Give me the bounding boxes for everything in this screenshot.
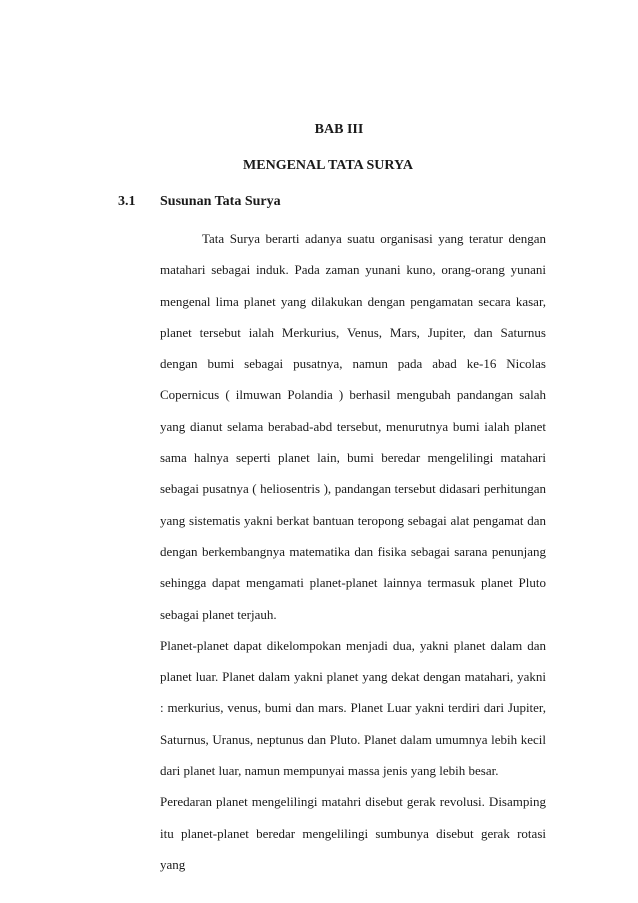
chapter-title: MENGENAL TATA SURYA xyxy=(243,158,413,173)
section-number: 3.1 xyxy=(118,194,136,209)
paragraph: Planet-planet dapat dikelompokan menjadi dua, yakni planet dalam dan planet luar. Planet dalam yakni planet yang dekat dengan matahari, yakni : merkurius, venus, bumi dan mars. Planet Luar yakni terdiri dari Jupiter, Saturnus, Uranus, neptunus dan Pluto. Planet dalam umumnya lebih kecil dari planet luar, namun mempunyai massa jenis yang lebih besar. xyxy=(160,637,546,779)
paragraph: Tata Surya berarti adanya suatu organisasi yang teratur dengan matahari sebagai induk. Pada zaman yunani kuno, orang-orang yunani mengenal lima planet yang dilakukan dengan pengamatan secara kasar, planet tersebut ialah Merkurius, Venus, Mars, Jupiter, dan Saturnus dengan bumi sebagai pusatnya, namun pada abad ke-16 Nicolas Copernicus ( ilmuwan Polandia ) berhasil mengubah pandangan salah yang dianut selama berabad-abd tersebut, menurutnya bumi ialah planet sama halnya seperti planet lain, bumi beredar mengelilingi matahari sebagai pusatnya ( heliosentris ), pandangan tersebut didasari perhitungan yang sistematis yakni berkat bantuan teropong sebagai alat pengamat dan dengan berkembangnya matematika dan fisika sebagai sarana penunjang sehingga dapat mengamati planet-planet lainnya termasuk planet Pluto sebagai planet terjauh. xyxy=(160,231,546,622)
section-title: Susunan Tata Surya xyxy=(160,194,281,209)
paragraph: Peredaran planet mengelilingi matahri disebut gerak revolusi. Disamping itu planet-planet beredar mengelilingi sumbunya disebut gerak rotasi yang xyxy=(160,794,546,872)
section-heading xyxy=(118,194,281,210)
chapter-label: BAB III xyxy=(314,122,364,137)
chapter-heading xyxy=(0,122,638,138)
body-text xyxy=(160,223,546,880)
